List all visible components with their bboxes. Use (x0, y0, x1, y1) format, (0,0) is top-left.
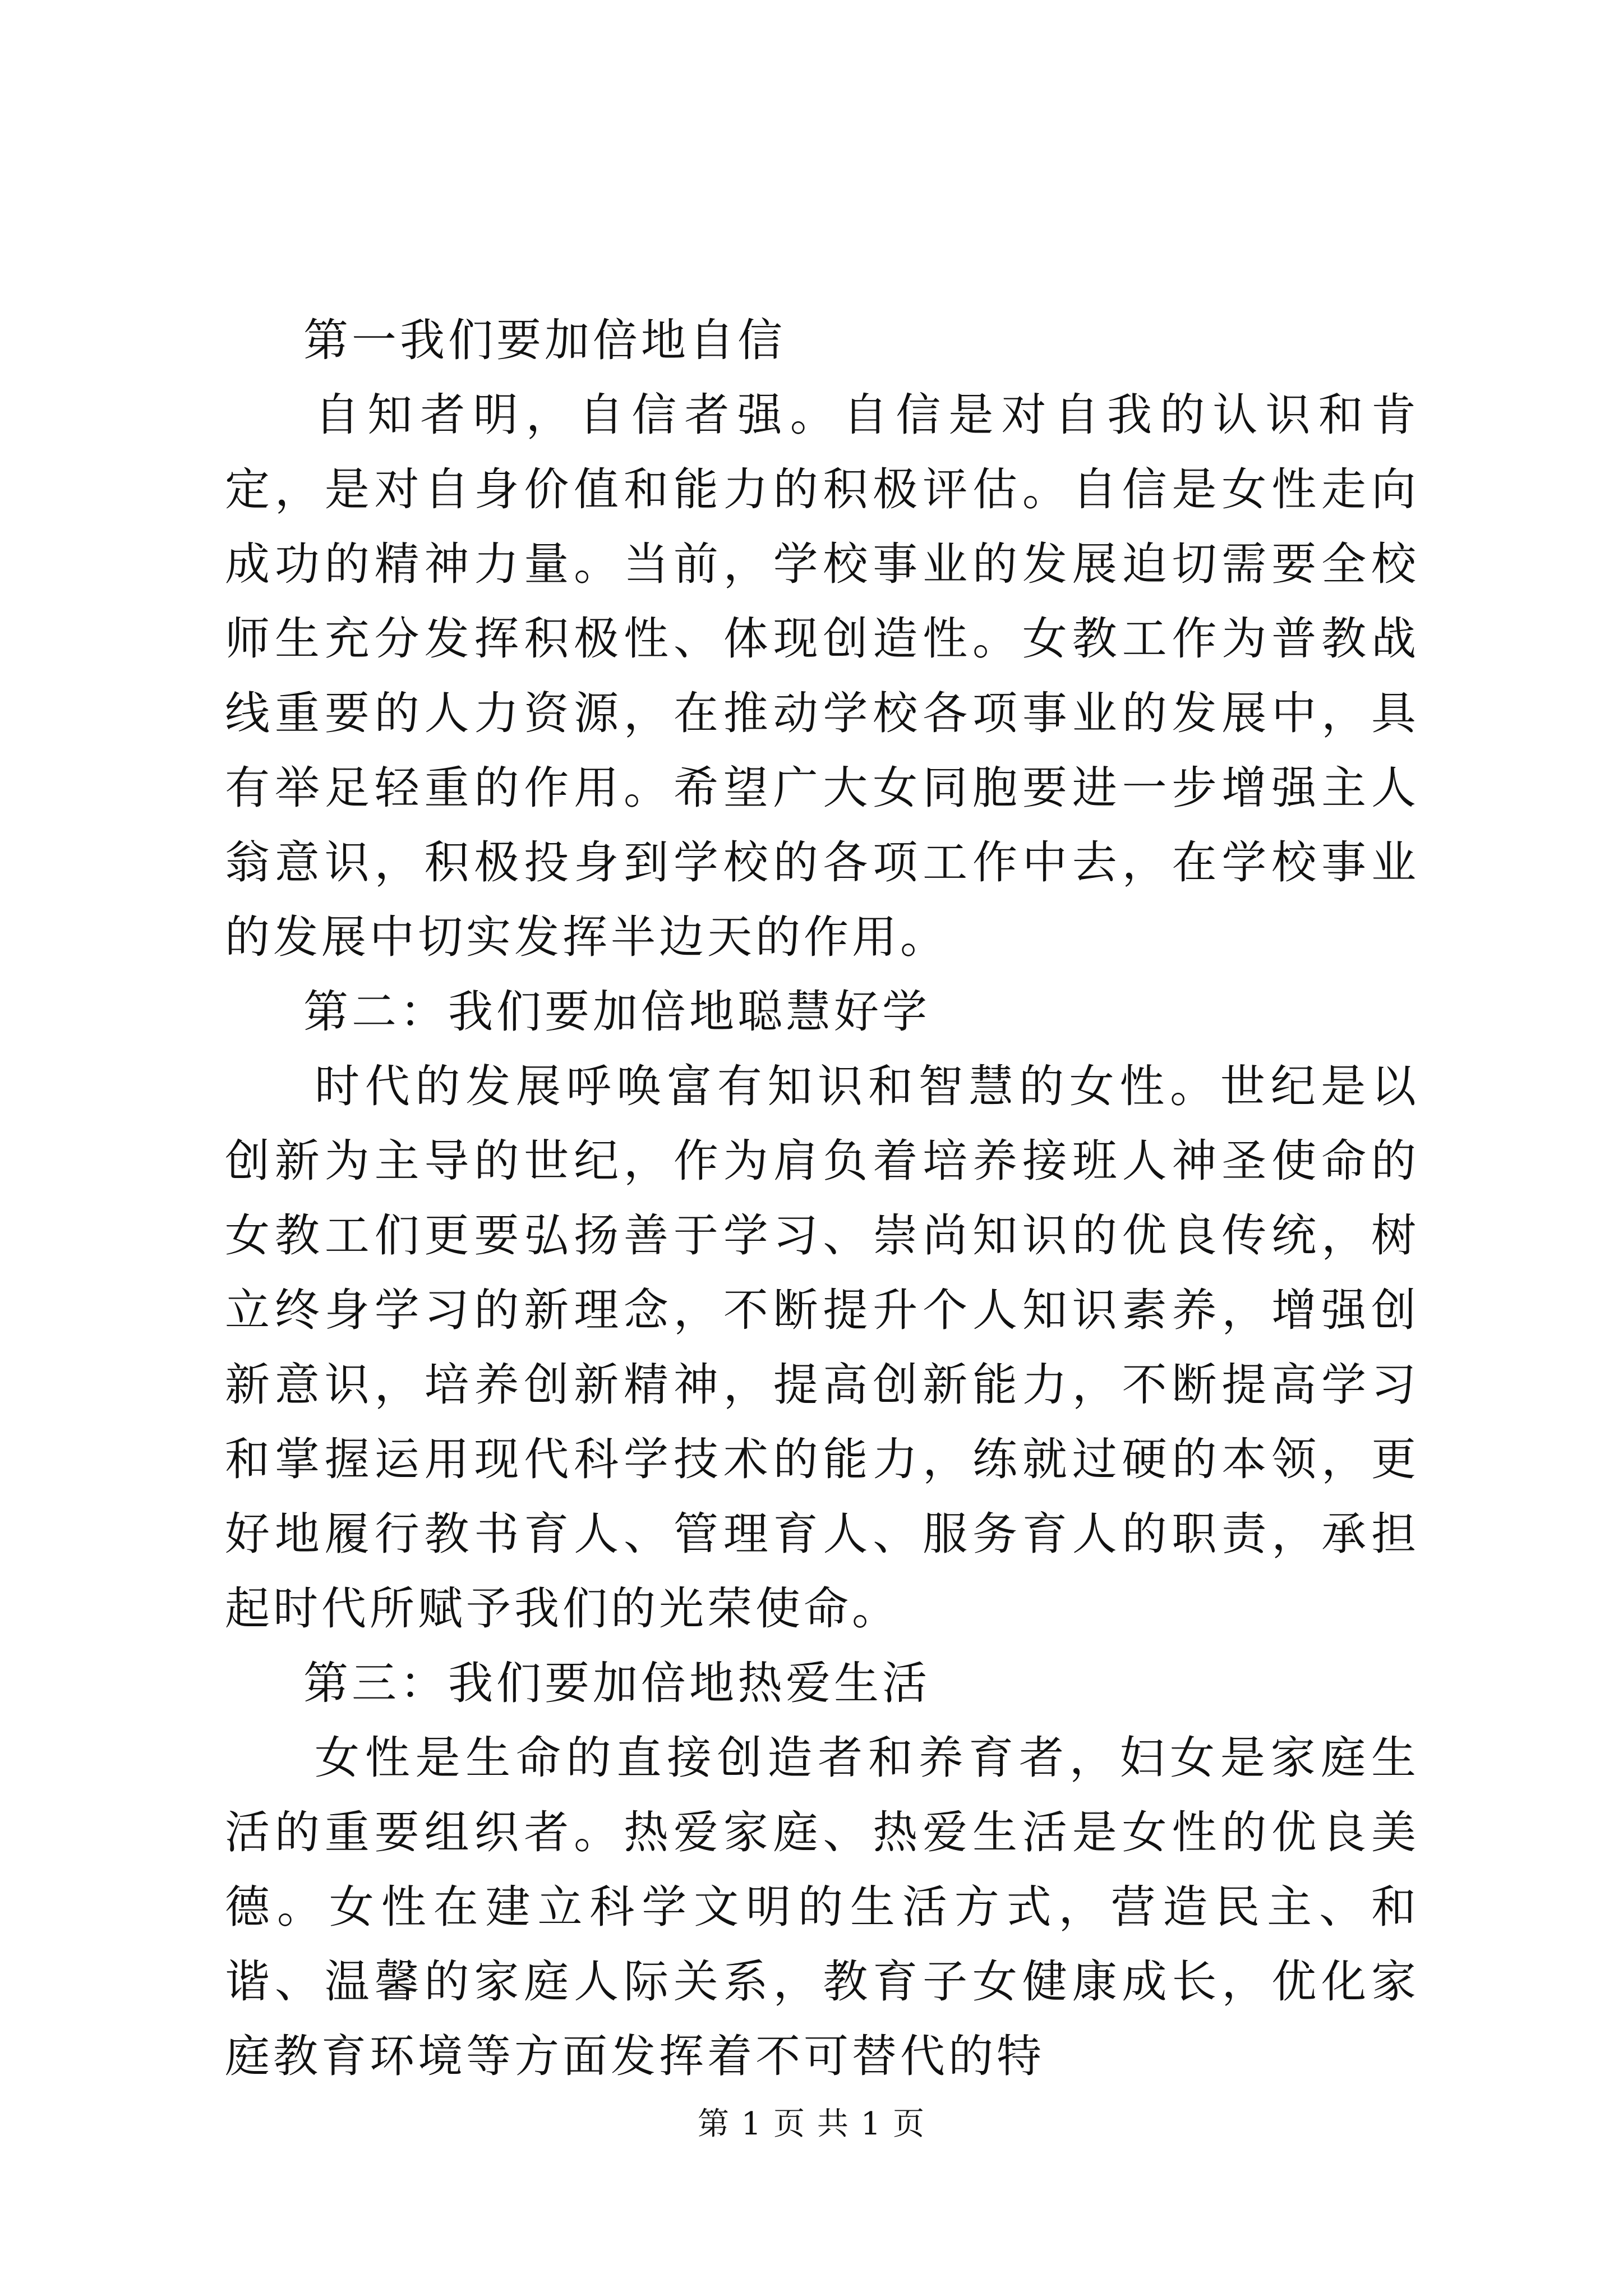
page-footer: 第 1 页 共 1 页 (697, 2106, 926, 2142)
section-2-paragraph: 时代的发展呼唤富有知识和智慧的女性。世纪是以创新为主导的世纪，作为肩负着培养接班人神圣使命的女教工们更要弘扬善于学习、崇尚知识的优良传统，树立终身学习的新理念，不断提升个人知识素养，增强创新意识，培养创新精神，提高创新能力，不断提高学习和掌握运用现代科学技术的能力，练就过硬的本领，更好地履行教书育人、管理育人、服务育人的职责，承担起时代所赋予我们的光荣使命。 (225, 1060, 1419, 1635)
section-3-paragraph: 女性是生命的直接创造者和养育者，妇女是家庭生活的重要组织者。热爱家庭、热爱生活是女性的优良美德。女性在建立科学文明的生活方式，营造民主、和谐、温馨的家庭人际关系，教育子女健康成长，优化家庭教育环境等方面发挥着不可替代的特 (225, 1732, 1419, 2082)
section-1-heading: 第一我们要加倍地自信 (303, 314, 786, 366)
section-1-paragraph: 自知者明，自信者强。自信是对自我的认识和肯定，是对自身价值和能力的积极评估。自信是女性走向成功的精神力量。当前，学校事业的发展迫切需要全校师生充分发挥积极性、体现创造性。女教工作为普教战线重要的人力资源，在推动学校各项事业的发展中，具有举足轻重的作用。希望广大女同胞要进一步增强主人翁意识，积极投身到学校的各项工作中去，在学校事业的发展中切实发挥半边天的作用。 (225, 389, 1419, 963)
section-2-heading: 第二：我们要加倍地聪慧好学 (303, 986, 930, 1038)
section-3-heading: 第三：我们要加倍地热爱生活 (303, 1657, 930, 1709)
document-body (225, 303, 1419, 2093)
